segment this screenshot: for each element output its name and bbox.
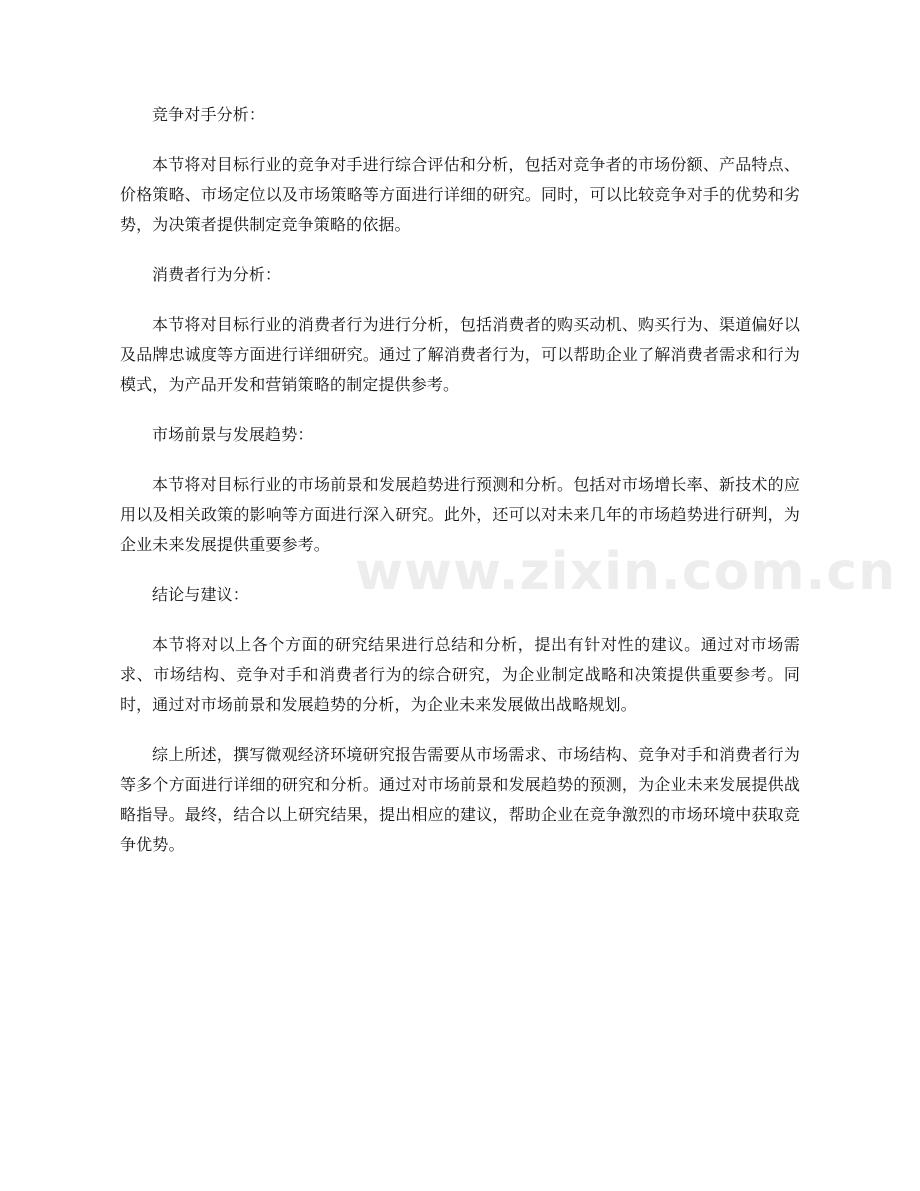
document-body bbox=[120, 100, 800, 880]
section-body-consumer-behavior: 本节将对目标行业的消费者行为进行分析，包括消费者的购买动机、购买行为、渠道偏好以及品牌忠诚度等方面进行详细研究。通过了解消费者行为，可以帮助企业了解消费者需求和行为模式，为产品开发和营销策略的制定提供参考。 bbox=[120, 315, 800, 394]
section-body-market-outlook: 本节将对目标行业的市场前景和发展趋势进行预测和分析。包括对市场增长率、新技术的应用以及相关政策的影响等方面进行深入研究。此外，还可以对未来几年的市场趋势进行研判，为企业未来发展提供重要参考。 bbox=[120, 475, 800, 554]
section-heading-competitor-analysis: 竞争对手分析： bbox=[152, 105, 266, 124]
summary-paragraph: 综上所述，撰写微观经济环境研究报告需要从市场需求、市场结构、竞争对手和消费者行为等多个方面进行详细的研究和分析。通过对市场前景和发展趋势的预测，为企业未来发展提供战略指导。最终，结合以上研究结果，提出相应的建议，帮助企业在竞争激烈的市场环境中获取竞争优势。 bbox=[120, 745, 800, 854]
section-heading-market-outlook: 市场前景与发展趋势： bbox=[152, 425, 314, 444]
section-heading-consumer-behavior: 消费者行为分析： bbox=[152, 265, 282, 284]
section-heading-conclusion: 结论与建议： bbox=[152, 585, 249, 604]
section-body-conclusion: 本节将对以上各个方面的研究结果进行总结和分析，提出有针对性的建议。通过对市场需求、市场结构、竞争对手和消费者行为的综合研究，为企业制定战略和决策提供重要参考。同时，通过对市场前景和发展趋势的分析，为企业未来发展做出战略规划。 bbox=[120, 635, 800, 714]
watermark: www.zixin.com.cn bbox=[355, 542, 897, 602]
section-body-competitor-analysis: 本节将对目标行业的竞争对手进行综合评估和分析，包括对竞争者的市场份额、产品特点、价格策略、市场定位以及市场策略等方面进行详细的研究。同时，可以比较竞争对手的优势和劣势，为决策者提供制定竞争策略的依据。 bbox=[120, 155, 800, 234]
